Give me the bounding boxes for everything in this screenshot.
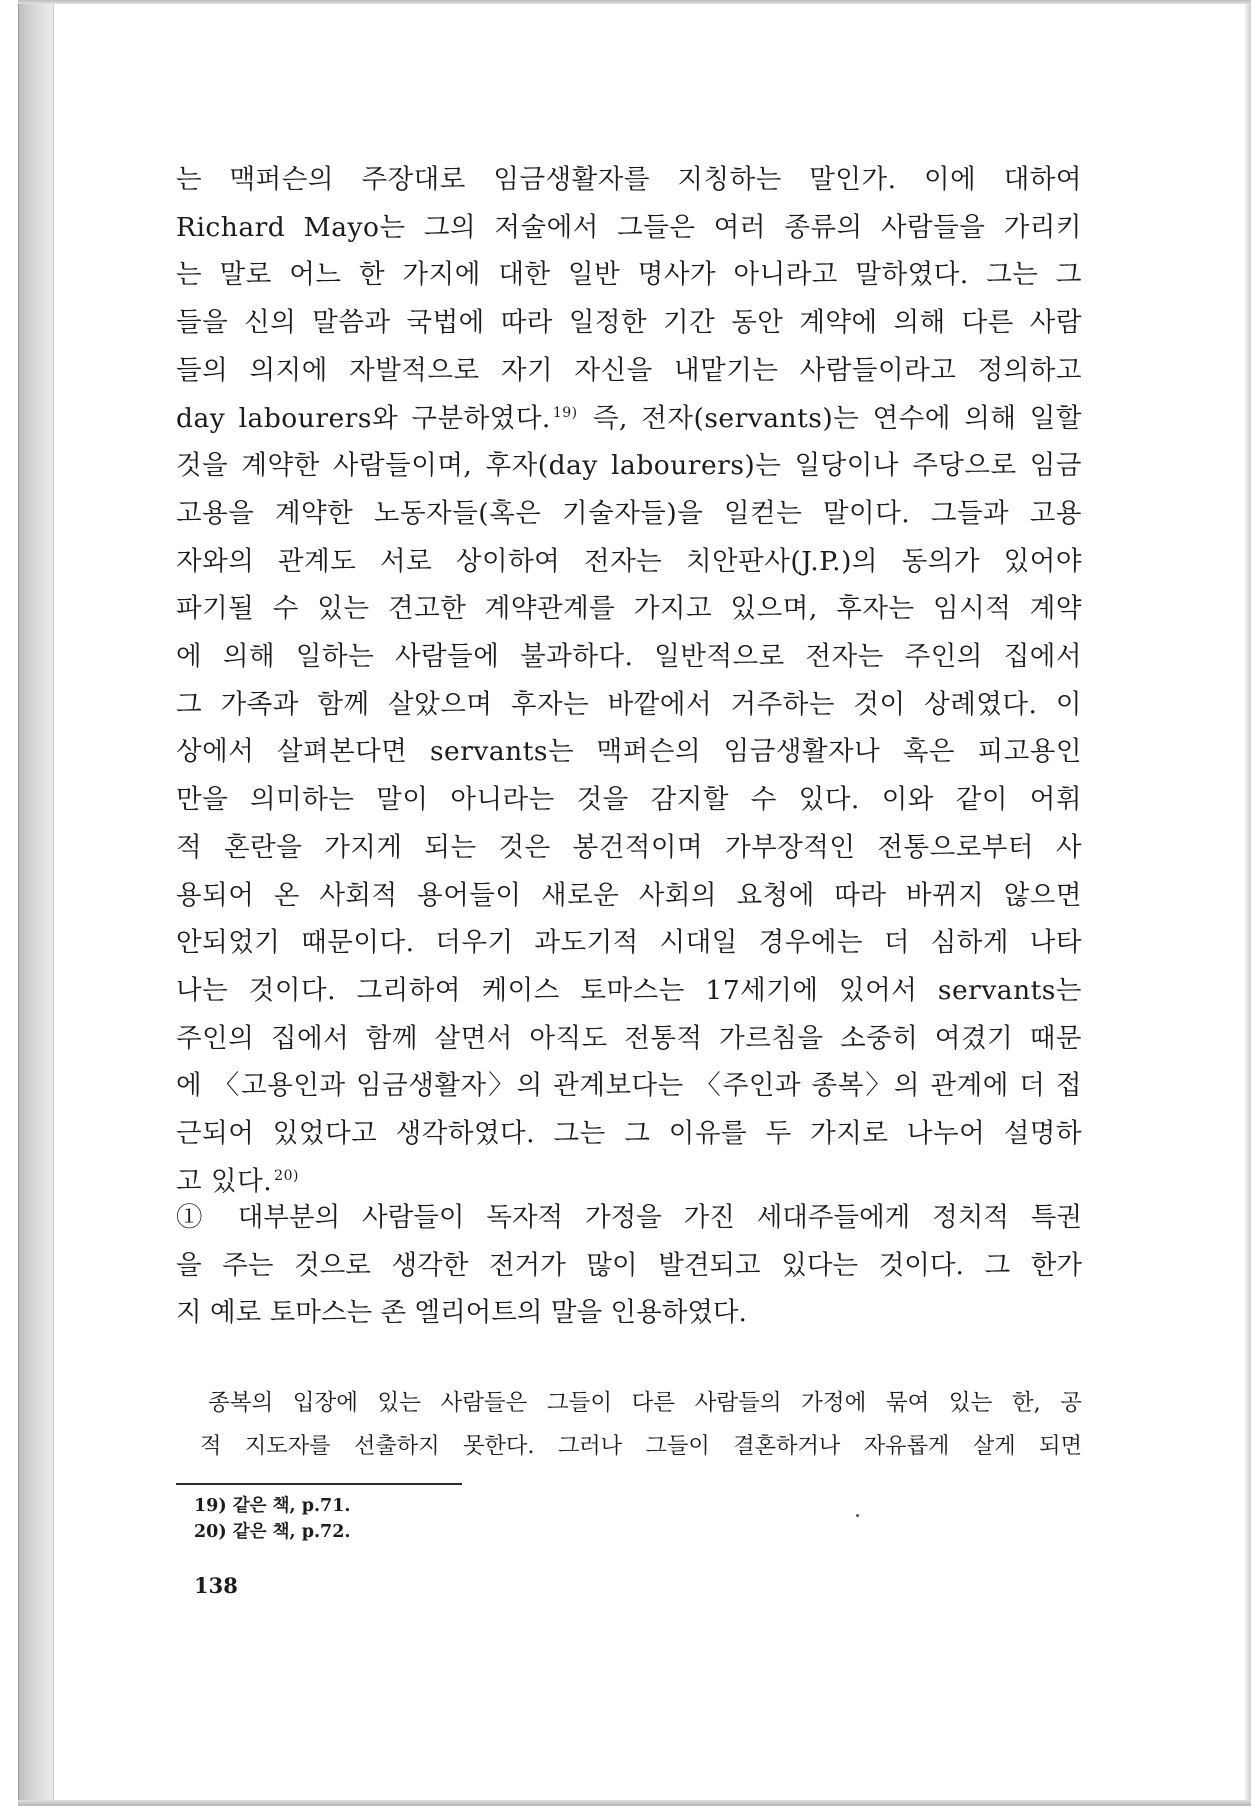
- text-line: 적 혼란을 가지게 되는 것은 봉건적이며 가부장적인 전통으로부터 사: [176, 831, 1082, 863]
- text-line: 주인의 집에서 함께 살면서 아직도 전통적 가르침을 소중히 여겼기 때문: [176, 1022, 1082, 1054]
- second-paragraph: [176, 1194, 1082, 1337]
- paper-speck: [856, 1514, 859, 1517]
- text-line: Richard Mayo는 그의 저술에서 그들은 여러 종류의 사람들을 가리키: [176, 211, 1082, 243]
- text-line: 는 맥퍼슨의 주장대로 임금생활자를 지칭하는 말인가. 이에 대하여: [176, 164, 1082, 195]
- text-line: 그 가족과 함께 살았으며 후자는 바깥에서 거주하는 것이 상례였다. 이: [176, 688, 1082, 720]
- text-line: 안되었기 때문이다. 더우기 과도기적 시대일 경우에는 더 심하게 나타: [176, 927, 1082, 959]
- text-line: 만을 의미하는 말이 아니라는 것을 감지할 수 있다. 이와 같이 어휘: [176, 784, 1082, 816]
- footnote-20: 20) 같은 책, p.72.: [194, 1522, 351, 1542]
- text-line: 근되어 있었다고 생각하였다. 그는 그 이유를 두 가지로 나누어 설명하: [176, 1118, 1082, 1150]
- text-line: 들을 신의 말씀과 국법에 따라 일정한 기간 동안 계약에 의해 다른 사람: [176, 307, 1082, 339]
- book-spine: [18, 4, 54, 1800]
- text-line: 상에서 살펴본다면 servants는 맥퍼슨의 임금생활자나 혹은 피고용인: [176, 736, 1082, 768]
- text-line: [176, 395, 1082, 443]
- text-line: 을 주는 것으로 생각한 전거가 많이 발견되고 있다는 것이다. 그 한가: [176, 1249, 1082, 1281]
- text-line: 에 의해 일하는 사람들에 불과하다. 일반적으로 전자는 주인의 집에서: [176, 641, 1082, 673]
- page-bottom-edge: [18, 1800, 1251, 1806]
- text-line: 파기될 수 있는 견고한 계약관계를 가지고 있으며, 후자는 임시적 계약: [176, 593, 1082, 625]
- footnote-marker: 19): [552, 404, 578, 421]
- footnote-19: 19) 같은 책, p.71.: [194, 1496, 351, 1516]
- text-line: 용되어 온 사회적 용어들이 새로운 사회의 요청에 따라 바뀌지 않으면: [176, 879, 1082, 911]
- text-line: 에 〈고용인과 임금생활자〉의 관계보다는 〈주인과 종복〉의 관계에 더 접: [176, 1070, 1082, 1102]
- text-line: 는 말로 어느 한 가지에 대한 일반 명사가 아니라고 말하였다. 그는 그: [176, 259, 1082, 291]
- page-number: 138: [194, 1573, 238, 1598]
- footnote-marker: 20): [274, 1167, 299, 1184]
- quote-line: 종복의 입장에 있는 사람들은 그들이 다른 사람들의 가정에 묶여 있는 한, 공: [208, 1390, 1082, 1416]
- footnotes: [194, 1493, 351, 1545]
- text-line: 들의 의지에 자발적으로 자기 자신을 내맡기는 사람들이라고 정의하고: [176, 354, 1082, 386]
- text-line: 자와의 관계도 서로 상이하여 전자는 치안판사(J.P.)의 동의가 있어야: [176, 545, 1082, 577]
- page-top-edge: [18, 0, 1251, 4]
- line-segment: day labourers와 구분하였다.: [176, 402, 551, 434]
- block-quote: [200, 1382, 1082, 1468]
- line-segment: 고 있다.: [176, 1165, 273, 1197]
- text-line: ① 대부분의 사람들이 독자적 가정을 가진 세대주들에게 정치적 특권: [176, 1202, 1082, 1233]
- text-line: 것을 계약한 사람들이며, 후자(day labourers)는 일당이나 주당으로 임금: [176, 450, 1083, 482]
- main-paragraph: [176, 156, 1082, 1205]
- footnote-rule: [176, 1483, 462, 1485]
- line-segment: 즉, 전자(servants)는 연수에 의해 일할: [579, 402, 1083, 434]
- page-right-edge: [1245, 4, 1251, 1800]
- quote-line: 적 지도자를 선출하지 못한다. 그러나 그들이 결혼하거나 자유롭게 살게 되면: [200, 1433, 1082, 1459]
- text-line: 나는 것이다. 그리하여 케이스 토마스는 17세기에 있어서 servants는: [176, 974, 1082, 1006]
- text-line: 고용을 계약한 노동자들(혹은 기술자들)을 일컫는 말이다. 그들과 고용: [176, 497, 1082, 529]
- text-line: 지 예로 토마스는 존 엘리어트의 말을 인용하였다.: [176, 1297, 747, 1329]
